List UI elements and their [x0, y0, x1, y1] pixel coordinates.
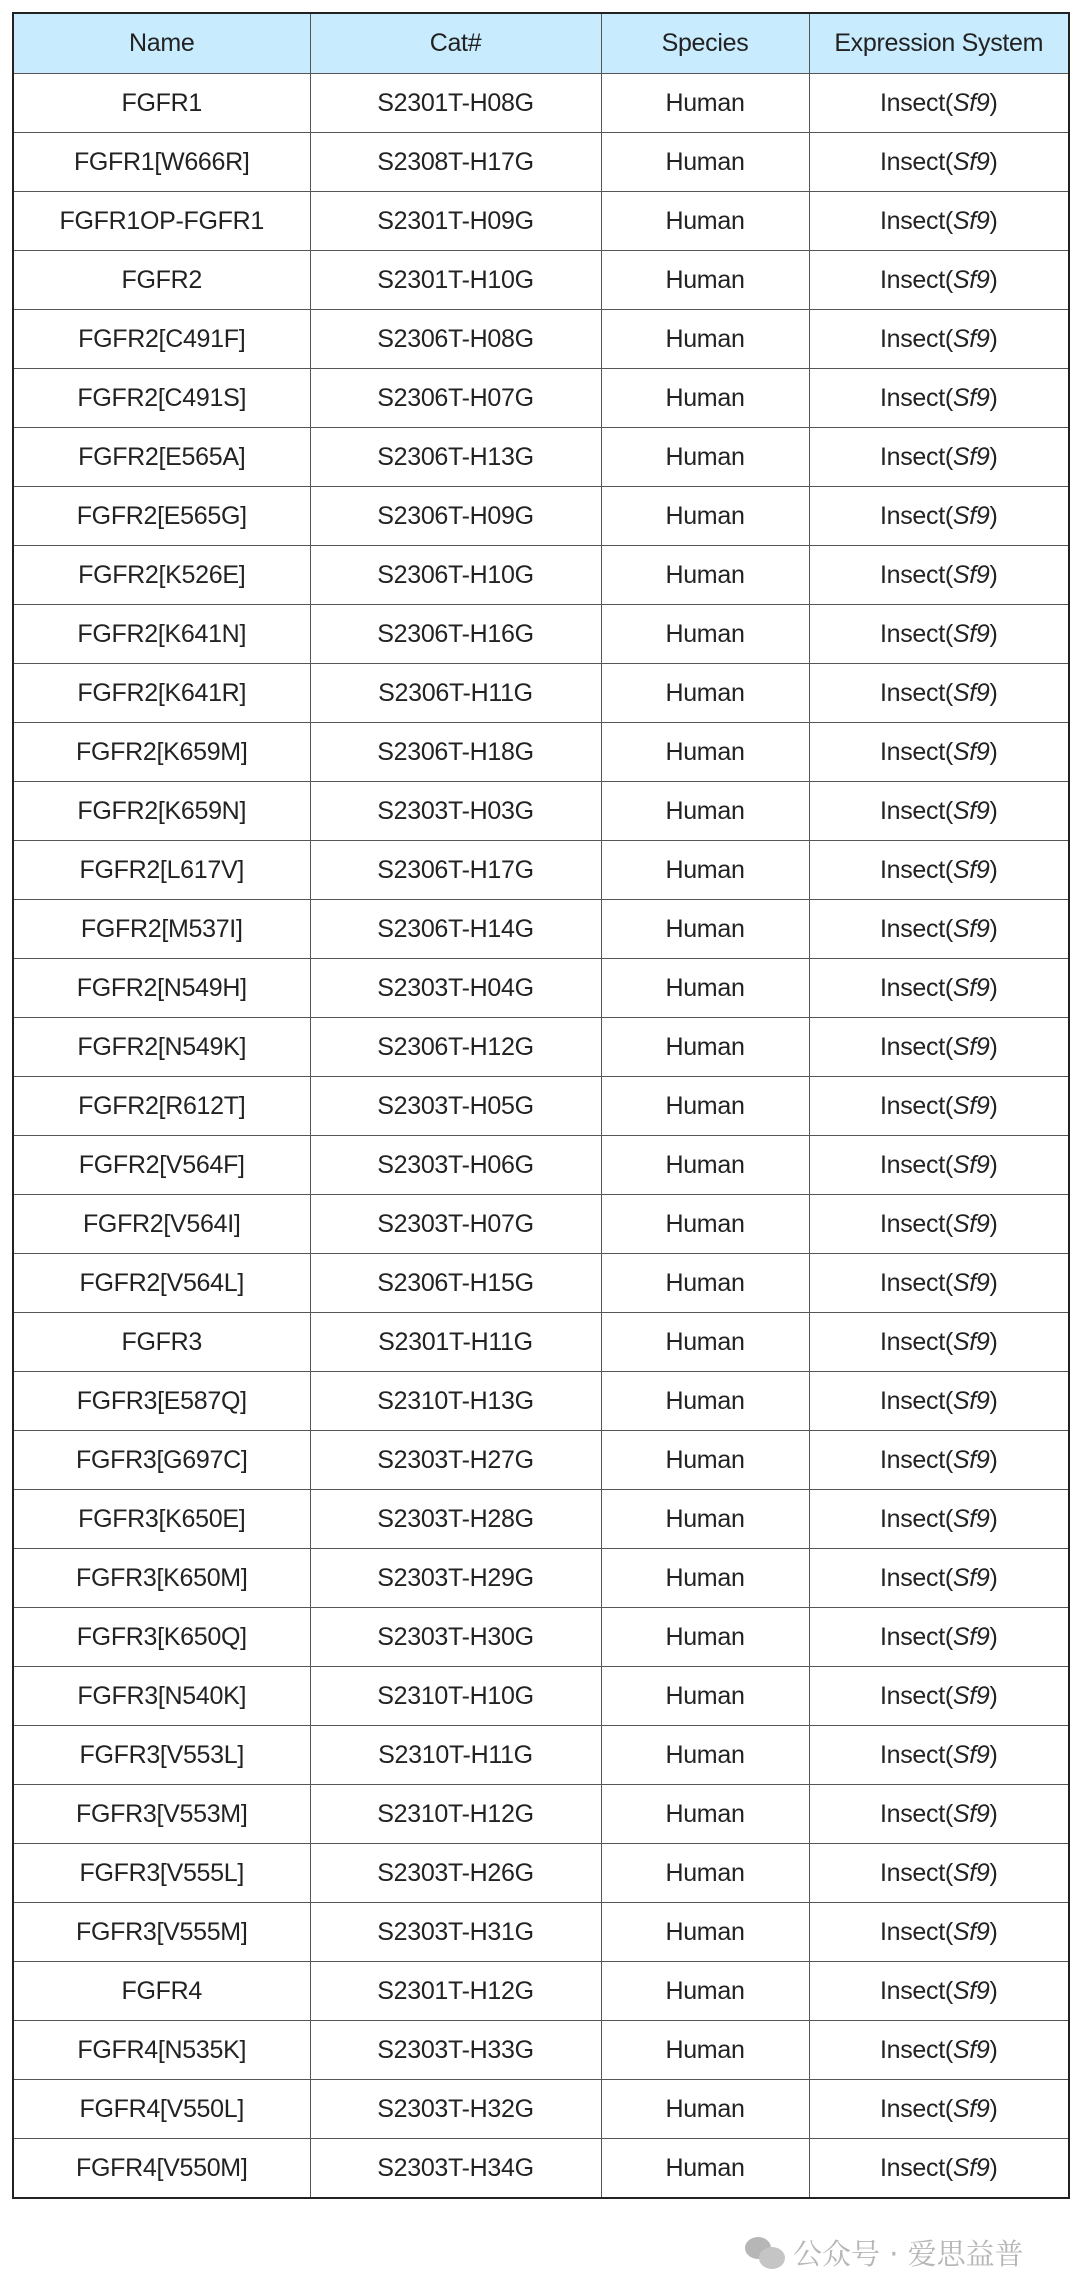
table-row [13, 133, 1069, 192]
table-row [13, 428, 1069, 487]
cell-cat: S2303T-H05G [310, 1077, 601, 1136]
cell-cat: S2306T-H15G [310, 1254, 601, 1313]
cell-name: FGFR3[K650Q] [13, 1608, 310, 1667]
table-row [13, 1549, 1069, 1608]
cell-species: Human [601, 959, 809, 1018]
table-row [13, 2021, 1069, 2080]
cell-cat: S2306T-H17G [310, 841, 601, 900]
cell-species: Human [601, 1903, 809, 1962]
cell-species: Human [601, 133, 809, 192]
cell-cat: S2303T-H28G [310, 1490, 601, 1549]
cell-expression: Insect(Sf9) [809, 1490, 1069, 1549]
cell-name: FGFR2[N549K] [13, 1018, 310, 1077]
cell-name: FGFR2[C491F] [13, 310, 310, 369]
cell-expression: Insect(Sf9) [809, 1431, 1069, 1490]
cell-species: Human [601, 487, 809, 546]
cell-expression: Insect(Sf9) [809, 1195, 1069, 1254]
cell-species: Human [601, 1018, 809, 1077]
cell-expression: Insect(Sf9) [809, 133, 1069, 192]
cell-cat: S2303T-H32G [310, 2080, 601, 2139]
cell-species: Human [601, 841, 809, 900]
table-row [13, 1431, 1069, 1490]
cell-cat: S2303T-H33G [310, 2021, 601, 2080]
wechat-icon [745, 2237, 785, 2269]
cell-cat: S2303T-H06G [310, 1136, 601, 1195]
table-row [13, 310, 1069, 369]
table-row [13, 74, 1069, 133]
cell-expression: Insect(Sf9) [809, 1903, 1069, 1962]
table-row [13, 1254, 1069, 1313]
cell-species: Human [601, 1785, 809, 1844]
cell-species: Human [601, 664, 809, 723]
cell-species: Human [601, 782, 809, 841]
table-row [13, 900, 1069, 959]
table-row [13, 1785, 1069, 1844]
table-row [13, 1962, 1069, 2021]
table-row [13, 1136, 1069, 1195]
cell-name: FGFR3[V555L] [13, 1844, 310, 1903]
product-table [12, 12, 1070, 2199]
table-row [13, 1903, 1069, 1962]
cell-cat: S2306T-H10G [310, 546, 601, 605]
cell-cat: S2306T-H08G [310, 310, 601, 369]
cell-name: FGFR2[K526E] [13, 546, 310, 605]
cell-species: Human [601, 1313, 809, 1372]
cell-species: Human [601, 900, 809, 959]
cell-expression: Insect(Sf9) [809, 74, 1069, 133]
cell-species: Human [601, 1667, 809, 1726]
cell-cat: S2303T-H31G [310, 1903, 601, 1962]
cell-name: FGFR2[V564L] [13, 1254, 310, 1313]
cell-species: Human [601, 1608, 809, 1667]
cell-expression: Insect(Sf9) [809, 1549, 1069, 1608]
table-row [13, 841, 1069, 900]
cell-expression: Insect(Sf9) [809, 310, 1069, 369]
cell-name: FGFR2[L617V] [13, 841, 310, 900]
cell-name: FGFR1OP-FGFR1 [13, 192, 310, 251]
cell-expression: Insect(Sf9) [809, 1254, 1069, 1313]
table-row [13, 1195, 1069, 1254]
cell-name: FGFR1[W666R] [13, 133, 310, 192]
cell-expression: Insect(Sf9) [809, 428, 1069, 487]
cell-cat: S2301T-H11G [310, 1313, 601, 1372]
cell-name: FGFR3[V553M] [13, 1785, 310, 1844]
cell-name: FGFR2[R612T] [13, 1077, 310, 1136]
cell-species: Human [601, 1136, 809, 1195]
cell-expression: Insect(Sf9) [809, 2021, 1069, 2080]
cell-expression: Insect(Sf9) [809, 251, 1069, 310]
table-row [13, 723, 1069, 782]
cell-cat: S2306T-H16G [310, 605, 601, 664]
table-row [13, 1844, 1069, 1903]
cell-species: Human [601, 369, 809, 428]
cell-expression: Insect(Sf9) [809, 1372, 1069, 1431]
cell-expression: Insect(Sf9) [809, 546, 1069, 605]
cell-name: FGFR2[V564I] [13, 1195, 310, 1254]
watermark-text: 公众号 · 爱思益普 [793, 2237, 1024, 2271]
cell-species: Human [601, 192, 809, 251]
table-row [13, 546, 1069, 605]
cell-expression: Insect(Sf9) [809, 841, 1069, 900]
table-row [13, 1490, 1069, 1549]
cell-name: FGFR2[V564F] [13, 1136, 310, 1195]
cell-expression: Insect(Sf9) [809, 1844, 1069, 1903]
header-species: Species [601, 13, 809, 74]
cell-name: FGFR3[K650E] [13, 1490, 310, 1549]
cell-cat: S2303T-H30G [310, 1608, 601, 1667]
table-row [13, 251, 1069, 310]
table-row [13, 1077, 1069, 1136]
header-row [13, 13, 1069, 74]
cell-name: FGFR3[E587Q] [13, 1372, 310, 1431]
cell-name: FGFR3[K650M] [13, 1549, 310, 1608]
cell-species: Human [601, 310, 809, 369]
cell-name: FGFR4 [13, 1962, 310, 2021]
cell-expression: Insect(Sf9) [809, 1726, 1069, 1785]
cell-species: Human [601, 74, 809, 133]
cell-cat: S2303T-H04G [310, 959, 601, 1018]
cell-cat: S2303T-H27G [310, 1431, 601, 1490]
cell-expression: Insect(Sf9) [809, 605, 1069, 664]
cell-expression: Insect(Sf9) [809, 1136, 1069, 1195]
cell-species: Human [601, 2139, 809, 2199]
cell-name: FGFR1 [13, 74, 310, 133]
table-row [13, 605, 1069, 664]
cell-species: Human [601, 1431, 809, 1490]
cell-name: FGFR4[V550L] [13, 2080, 310, 2139]
cell-expression: Insect(Sf9) [809, 782, 1069, 841]
table-row [13, 1608, 1069, 1667]
cell-expression: Insect(Sf9) [809, 1667, 1069, 1726]
header-cat: Cat# [310, 13, 601, 74]
table-row [13, 2139, 1069, 2199]
cell-expression: Insect(Sf9) [809, 1018, 1069, 1077]
cell-species: Human [601, 1844, 809, 1903]
cell-name: FGFR3[N540K] [13, 1667, 310, 1726]
cell-cat: S2306T-H07G [310, 369, 601, 428]
cell-cat: S2310T-H11G [310, 1726, 601, 1785]
cell-cat: S2301T-H12G [310, 1962, 601, 2021]
table-row [13, 2080, 1069, 2139]
header-name: Name [13, 13, 310, 74]
cell-cat: S2301T-H09G [310, 192, 601, 251]
cell-cat: S2306T-H09G [310, 487, 601, 546]
table-row [13, 1372, 1069, 1431]
cell-name: FGFR2[C491S] [13, 369, 310, 428]
table-body [13, 74, 1069, 2199]
cell-species: Human [601, 251, 809, 310]
cell-cat: S2306T-H18G [310, 723, 601, 782]
cell-name: FGFR2[K659N] [13, 782, 310, 841]
cell-name: FGFR3 [13, 1313, 310, 1372]
cell-name: FGFR2[E565A] [13, 428, 310, 487]
cell-cat: S2301T-H10G [310, 251, 601, 310]
header-expression-system: Expression System [809, 13, 1069, 74]
table-row [13, 192, 1069, 251]
cell-cat: S2306T-H12G [310, 1018, 601, 1077]
cell-name: FGFR2[K659M] [13, 723, 310, 782]
table-row [13, 782, 1069, 841]
cell-name: FGFR4[V550M] [13, 2139, 310, 2199]
cell-species: Human [601, 2080, 809, 2139]
table-row [13, 487, 1069, 546]
table-row [13, 1667, 1069, 1726]
cell-cat: S2303T-H07G [310, 1195, 601, 1254]
cell-expression: Insect(Sf9) [809, 959, 1069, 1018]
cell-cat: S2303T-H03G [310, 782, 601, 841]
cell-species: Human [601, 1962, 809, 2021]
cell-expression: Insect(Sf9) [809, 2080, 1069, 2139]
cell-name: FGFR2 [13, 251, 310, 310]
cell-name: FGFR4[N535K] [13, 2021, 310, 2080]
cell-species: Human [601, 605, 809, 664]
cell-expression: Insect(Sf9) [809, 2139, 1069, 2199]
table-row [13, 1018, 1069, 1077]
cell-species: Human [601, 1726, 809, 1785]
cell-species: Human [601, 1549, 809, 1608]
cell-cat: S2310T-H13G [310, 1372, 601, 1431]
cell-name: FGFR2[E565G] [13, 487, 310, 546]
cell-cat: S2303T-H26G [310, 1844, 601, 1903]
cell-name: FGFR2[N549H] [13, 959, 310, 1018]
cell-species: Human [601, 1195, 809, 1254]
cell-expression: Insect(Sf9) [809, 900, 1069, 959]
cell-name: FGFR2[K641R] [13, 664, 310, 723]
cell-species: Human [601, 723, 809, 782]
cell-expression: Insect(Sf9) [809, 192, 1069, 251]
cell-cat: S2308T-H17G [310, 133, 601, 192]
cell-expression: Insect(Sf9) [809, 1313, 1069, 1372]
cell-cat: S2301T-H08G [310, 74, 601, 133]
cell-expression: Insect(Sf9) [809, 664, 1069, 723]
cell-species: Human [601, 1254, 809, 1313]
cell-species: Human [601, 1077, 809, 1136]
table-row [13, 664, 1069, 723]
cell-expression: Insect(Sf9) [809, 723, 1069, 782]
cell-species: Human [601, 546, 809, 605]
cell-species: Human [601, 1490, 809, 1549]
cell-name: FGFR3[G697C] [13, 1431, 310, 1490]
cell-cat: S2306T-H14G [310, 900, 601, 959]
cell-cat: S2303T-H29G [310, 1549, 601, 1608]
cell-name: FGFR2[M537I] [13, 900, 310, 959]
watermark [745, 2232, 1024, 2273]
cell-cat: S2306T-H11G [310, 664, 601, 723]
cell-cat: S2310T-H12G [310, 1785, 601, 1844]
cell-expression: Insect(Sf9) [809, 369, 1069, 428]
cell-species: Human [601, 1372, 809, 1431]
cell-cat: S2310T-H10G [310, 1667, 601, 1726]
cell-expression: Insect(Sf9) [809, 487, 1069, 546]
table-row [13, 1726, 1069, 1785]
cell-name: FGFR3[V555M] [13, 1903, 310, 1962]
cell-cat: S2303T-H34G [310, 2139, 601, 2199]
cell-name: FGFR3[V553L] [13, 1726, 310, 1785]
cell-name: FGFR2[K641N] [13, 605, 310, 664]
cell-expression: Insect(Sf9) [809, 1608, 1069, 1667]
cell-species: Human [601, 428, 809, 487]
cell-expression: Insect(Sf9) [809, 1962, 1069, 2021]
cell-species: Human [601, 2021, 809, 2080]
cell-cat: S2306T-H13G [310, 428, 601, 487]
cell-expression: Insect(Sf9) [809, 1077, 1069, 1136]
table-row [13, 369, 1069, 428]
table-row [13, 1313, 1069, 1372]
cell-expression: Insect(Sf9) [809, 1785, 1069, 1844]
table-row [13, 959, 1069, 1018]
